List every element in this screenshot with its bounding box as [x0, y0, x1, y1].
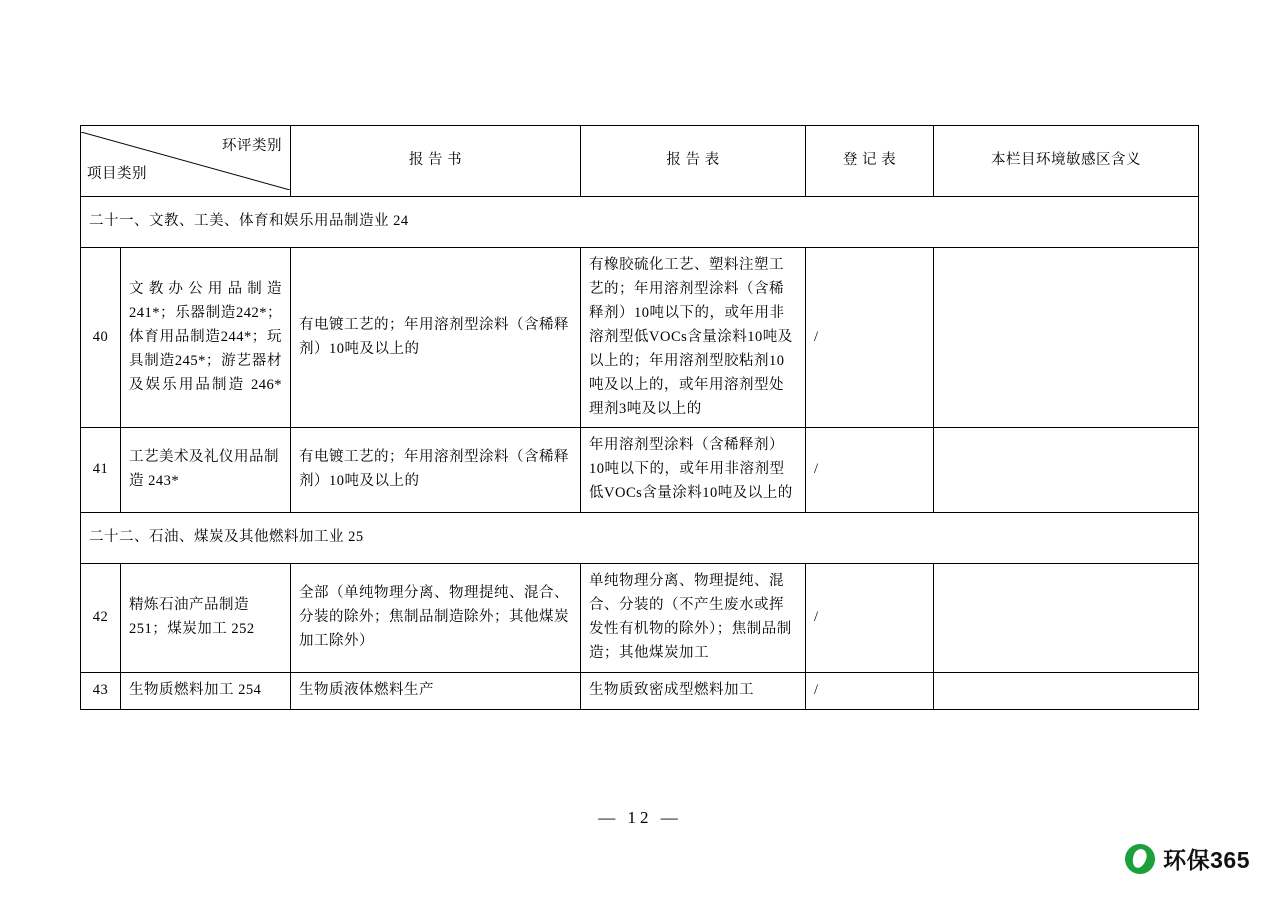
row-number: 42 [81, 564, 121, 673]
row-report-book: 有电镀工艺的；年用溶剂型涂料（含稀释剂）10吨及以上的 [291, 428, 581, 513]
section-header-row [81, 513, 1199, 564]
section-header-row [81, 197, 1199, 248]
row-number: 43 [81, 672, 121, 709]
row-report-book: 有电镀工艺的；年用溶剂型涂料（含稀释剂）10吨及以上的 [291, 248, 581, 428]
row-note [934, 428, 1199, 513]
row-category: 工艺美术及礼仪用品制造 243* [121, 428, 291, 513]
environmental-assessment-table [80, 125, 1199, 710]
table-row [81, 248, 1199, 428]
row-number: 41 [81, 428, 121, 513]
row-number: 40 [81, 248, 121, 428]
row-report-form: 生物质致密成型燃料加工 [581, 672, 806, 709]
page-number: — 12 — [598, 808, 682, 827]
table-header-row [81, 126, 1199, 197]
header-label-assessment-type: 环评类别 [222, 138, 282, 154]
watermark-text: 环保365 [1163, 847, 1250, 873]
row-report-form: 单纯物理分离、物理提纯、混合、分装的（不产生废水或挥发性有机物的除外）；焦制品制造；其他煤炭加工 [581, 564, 806, 673]
table-row [81, 428, 1199, 513]
row-registration: / [806, 672, 934, 709]
row-report-book: 全部（单纯物理分离、物理提纯、混合、分装的除外；焦制品制造除外；其他煤炭加工除外） [291, 564, 581, 673]
watermark-logo [1125, 842, 1250, 875]
row-report-form: 年用溶剂型涂料（含稀释剂）10吨以下的，或年用非溶剂型低VOCs含量涂料10吨及以上的 [581, 428, 806, 513]
row-registration: / [806, 564, 934, 673]
header-corner-cell [81, 126, 291, 197]
section-title-21: 二十一、文教、工美、体育和娱乐用品制造业 24 [81, 197, 1199, 248]
header-report-book: 报 告 书 [291, 126, 581, 197]
row-registration: / [806, 428, 934, 513]
leaf-icon [1125, 844, 1155, 874]
row-report-form: 有橡胶硫化工艺、塑料注塑工艺的；年用溶剂型涂料（含稀释剂）10吨以下的，或年用非溶剂型低VOCs含量涂料10吨及以上的；年用溶剂型胶粘剂10吨及以上的，或年用溶剂型处理剂3吨及以上的 [581, 248, 806, 428]
row-registration: / [806, 248, 934, 428]
row-note [934, 672, 1199, 709]
table-row [81, 672, 1199, 709]
header-report-form: 报 告 表 [581, 126, 806, 197]
section-title-22: 二十二、石油、煤炭及其他燃料加工业 25 [81, 513, 1199, 564]
row-note [934, 248, 1199, 428]
row-category: 文教办公用品制造241*；乐器制造242*；体育用品制造244*；玩具制造245*；游艺器材及娱乐用品制造 246* [121, 248, 291, 428]
row-category: 精炼石油产品制造251；煤炭加工 252 [121, 564, 291, 673]
row-category: 生物质燃料加工 254 [121, 672, 291, 709]
row-report-book: 生物质液体燃料生产 [291, 672, 581, 709]
header-registration-form: 登 记 表 [806, 126, 934, 197]
header-label-project-type: 项目类别 [87, 166, 147, 183]
header-note: 本栏目环境敏感区含义 [934, 126, 1199, 197]
table-row [81, 564, 1199, 673]
row-note [934, 564, 1199, 673]
